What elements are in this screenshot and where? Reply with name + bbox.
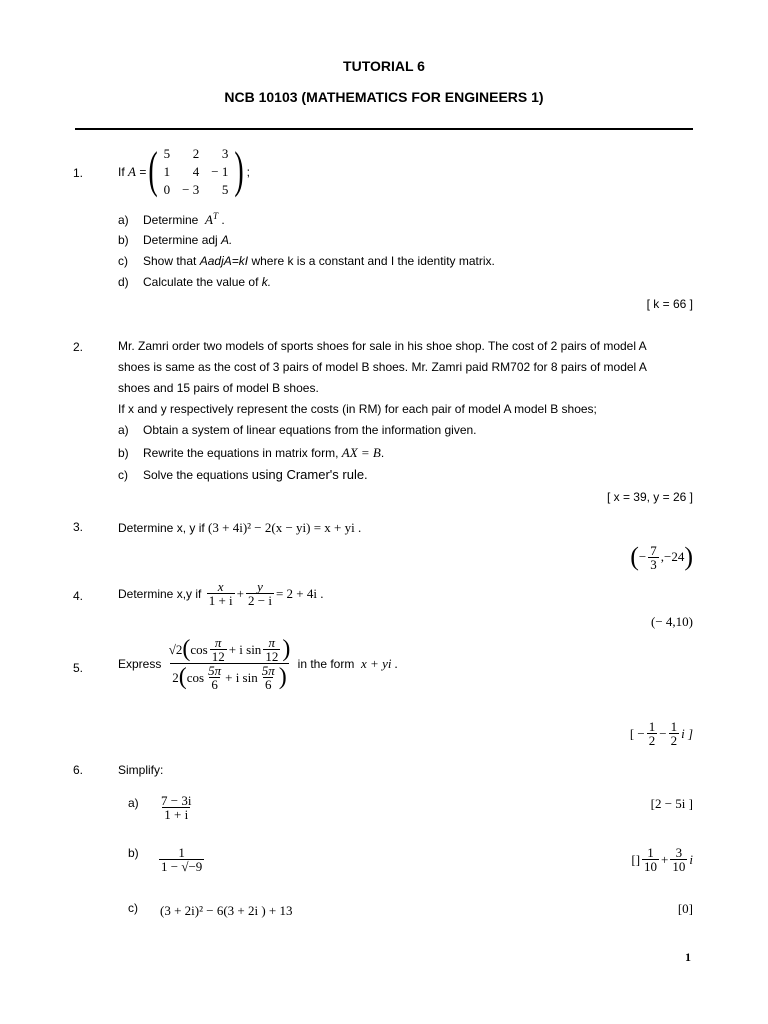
matrix-cell: 5 xyxy=(221,182,229,197)
frac-den: 12 xyxy=(265,649,279,664)
q2-part-c xyxy=(118,467,368,482)
frac-num: 3 xyxy=(675,845,683,860)
q1-eq: = xyxy=(139,165,147,179)
q4-text: Determine x,y if xyxy=(118,586,202,601)
part-label: a) xyxy=(118,423,129,437)
q6-c-answer: [0] xyxy=(677,901,693,916)
frac-den: 3 xyxy=(650,556,657,572)
q4-frac-1 xyxy=(207,580,235,607)
matrix-cell: 3 xyxy=(221,146,229,161)
divider xyxy=(75,128,693,130)
frac-num: 7 − 3i xyxy=(161,793,192,808)
frac-num: 1 xyxy=(178,845,185,860)
q6-a-label: a) xyxy=(128,796,139,810)
q4-frac-2 xyxy=(246,580,274,607)
q6-c-expr: (3 + 2i)² − 6(3 + 2i ) + 13 xyxy=(160,903,293,918)
mid: + i sin xyxy=(228,641,262,657)
q6-number: 6. xyxy=(73,763,84,777)
frac-den: 1 + i xyxy=(164,807,189,822)
q6-b-label: b) xyxy=(128,846,139,860)
frac xyxy=(159,794,193,821)
minus: − xyxy=(659,725,667,741)
part-label: b) xyxy=(118,233,129,247)
frac xyxy=(159,846,204,873)
small-frac xyxy=(206,664,223,691)
part-text: Determine adj xyxy=(143,233,218,247)
part-sup: T xyxy=(212,211,218,221)
small-frac xyxy=(260,664,277,691)
coef: √2 xyxy=(168,641,183,657)
q1-part-c xyxy=(118,254,495,268)
paren: ( xyxy=(182,636,191,662)
ans-open: [ − xyxy=(629,725,645,741)
q6-b-answer xyxy=(631,846,693,873)
paren: ( xyxy=(178,664,187,690)
q2-answer: [ x = 39, y = 26 ] xyxy=(606,490,693,504)
frac-den: 12 xyxy=(211,649,225,664)
part-label: c) xyxy=(118,468,128,482)
part-label: b) xyxy=(118,446,129,460)
frac-den: 2 xyxy=(670,733,678,748)
paren: ) xyxy=(684,542,693,571)
matrix-cell: 4 xyxy=(192,164,200,179)
part-label: d) xyxy=(118,275,129,289)
frac-den: 1 + i xyxy=(208,593,233,608)
part-label: c) xyxy=(118,254,128,268)
q2-line: shoes is same as the cost of 3 pairs of model B shoes. Mr. Zamri paid RM702 for 8 pairs of model A xyxy=(118,360,647,374)
q5-numerator xyxy=(167,636,293,663)
ans-i: i ] xyxy=(681,725,693,741)
q2-line: shoes and 15 pairs of model B shoes. xyxy=(118,381,319,395)
q6-a-expr xyxy=(157,794,195,821)
q5-tail: in the form xyxy=(297,656,355,671)
q2-part-a xyxy=(118,423,477,437)
q3-expr: (3 + 4i)² − 2(x − yi) = x + yi . xyxy=(208,520,362,535)
frac-den: 6 xyxy=(211,677,218,692)
q1-part-a xyxy=(118,211,225,228)
frac-den: 10 xyxy=(644,859,658,874)
q2-text xyxy=(118,336,700,420)
part-math: k. xyxy=(261,275,272,289)
mid: + i sin xyxy=(225,669,258,685)
part-tail: where k is a constant and I the identity matrix. xyxy=(251,254,495,268)
course-title: NCB 10103 (MATHEMATICS FOR ENGINEERS 1) xyxy=(224,89,544,105)
q4-statement xyxy=(118,580,323,607)
part-tail: . xyxy=(221,213,225,227)
minus: − xyxy=(638,549,647,564)
paren: ) xyxy=(282,636,291,662)
frac-num: 5π xyxy=(208,663,222,678)
part-tail: . xyxy=(380,446,385,460)
matrix-cell: 0 xyxy=(163,182,171,197)
paren: ) xyxy=(278,664,287,690)
frac-den: 2 xyxy=(648,733,656,748)
q5-number: 5. xyxy=(73,661,84,675)
q5-answer xyxy=(630,720,693,747)
q1-matrix-var: A xyxy=(128,164,136,179)
q2-number: 2. xyxy=(73,340,84,354)
q5-text: Express xyxy=(118,656,162,671)
q4-rhs: = 2 + 4i . xyxy=(275,585,324,601)
q3-statement xyxy=(118,520,361,536)
part-math: AadjA=kI xyxy=(199,254,249,268)
matrix-cell: − 1 xyxy=(211,164,229,179)
frac-num: 7 xyxy=(650,542,657,558)
q3-number: 3. xyxy=(73,520,84,534)
part-math: A xyxy=(205,212,213,227)
page-title: TUTORIAL 6 xyxy=(343,58,425,74)
q2-line: Mr. Zamri order two models of sports shoes for sale in his shoe shop. The cost of 2 pairs of model A xyxy=(118,339,647,353)
q4-answer: (− 4,10) xyxy=(651,614,693,629)
frac-den: 6 xyxy=(264,677,272,692)
ans-open: [] xyxy=(631,851,641,867)
q1-matrix xyxy=(158,145,235,199)
q2-part-b xyxy=(118,445,384,461)
q1-intro: If xyxy=(118,165,125,179)
matrix-cell: 5 xyxy=(163,146,171,161)
matrix-cell: − 3 xyxy=(182,182,200,197)
q6-b-expr xyxy=(157,846,206,873)
frac-num: 1 xyxy=(647,845,654,860)
q4-number: 4. xyxy=(73,589,84,603)
cos: cos xyxy=(186,669,205,685)
q5-statement xyxy=(118,636,398,691)
q3-ans-frac xyxy=(648,544,659,571)
q6-a-answer: [2 − 5i ] xyxy=(650,796,693,811)
frac-den: 1 − √−9 xyxy=(161,859,203,874)
q1-part-d xyxy=(118,275,271,289)
frac-den: 10 xyxy=(672,859,686,874)
part-text: Solve the equations xyxy=(143,468,249,482)
part-text: Show that xyxy=(143,254,197,268)
part-text: Obtain a system of linear equations from the information given. xyxy=(143,423,477,437)
q3-ans-rest: ,−24 xyxy=(660,549,685,564)
cos: cos xyxy=(190,641,208,657)
frac-num: π xyxy=(268,635,276,650)
q5-denominator xyxy=(170,663,289,691)
frac-num: y xyxy=(257,579,263,594)
ans-i: i xyxy=(689,851,693,867)
small-frac xyxy=(210,636,227,663)
part-text: Rewrite the equations in matrix form, xyxy=(143,446,339,460)
q1-number: 1. xyxy=(73,166,84,180)
part-text: Calculate the value of xyxy=(143,275,259,289)
matrix-cell: 2 xyxy=(192,146,200,161)
frac-num: π xyxy=(214,635,222,650)
page-number: 1 xyxy=(685,950,691,964)
coef: 2 xyxy=(172,669,179,685)
frac-num: x xyxy=(217,579,224,594)
q6-c-label: c) xyxy=(128,901,138,915)
part-tail: using Cramer's rule. xyxy=(251,467,368,482)
frac xyxy=(669,720,680,747)
small-frac xyxy=(263,636,280,663)
q1-statement: If A = ( 5 2 3 1 4 − 1 0 − 3 5 ) ; xyxy=(118,143,251,199)
part-label: a) xyxy=(118,213,129,227)
plus: + xyxy=(236,585,244,601)
frac-num: 1 xyxy=(648,719,656,734)
frac xyxy=(670,846,687,873)
part-math: AX = B xyxy=(341,445,381,460)
plus: + xyxy=(661,851,669,867)
matrix-cell: 1 xyxy=(163,164,171,179)
q1-end: ; xyxy=(246,165,251,179)
q6-text: Simplify: xyxy=(118,763,164,777)
paren: ( xyxy=(630,542,639,571)
q5-frac xyxy=(167,636,293,691)
frac-den: 2 − i xyxy=(248,593,272,608)
frac xyxy=(642,846,659,873)
part-text: Determine xyxy=(143,213,199,227)
q3-text: Determine x, y if xyxy=(118,521,205,535)
q1-answer: [ k = 66 ] xyxy=(646,297,693,311)
frac-num: 1 xyxy=(670,719,678,734)
q2-line: If x and y respectively represent the costs (in RM) for each pair of model A model B shoes; xyxy=(118,402,597,416)
q5-form: x + yi . xyxy=(361,655,398,671)
frac xyxy=(647,720,658,747)
frac-num: 5π xyxy=(261,663,275,678)
part-math: A. xyxy=(221,233,233,247)
q1-part-b xyxy=(118,233,232,247)
q3-answer xyxy=(630,542,693,572)
